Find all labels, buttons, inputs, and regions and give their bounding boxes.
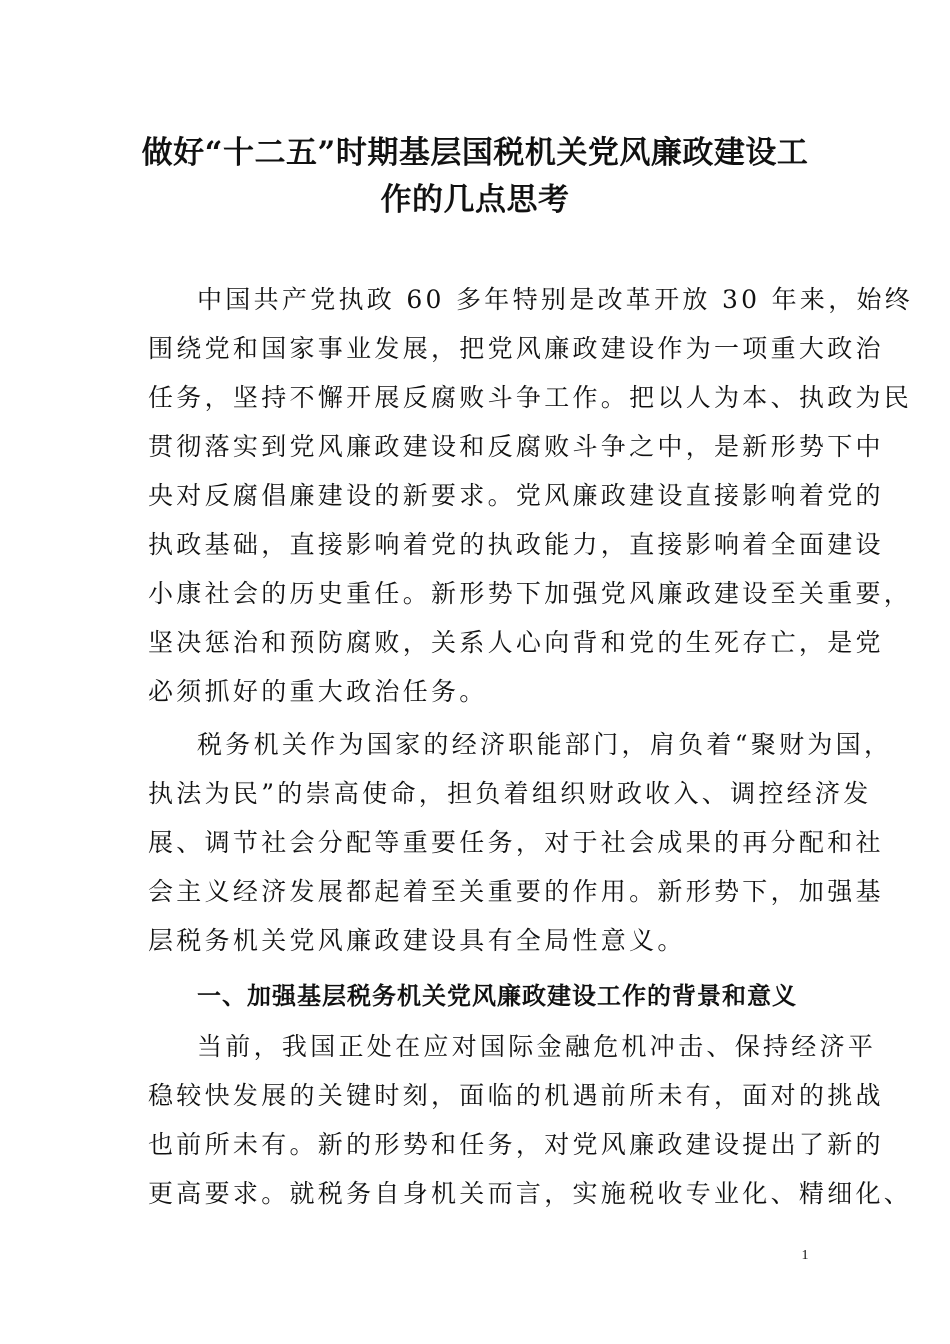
paragraph-2-line-2: 执法为民”的崇高使命，担负着组织财政收入、调控经济发 [148, 779, 872, 808]
document-title-line-1: 做好“十二五”时期基层国税机关党风廉政建设工 [141, 135, 809, 171]
paragraph-1-line-3: 任务，坚持不懈开展反腐败斗争工作。把以人为本、执政为民 [148, 383, 913, 412]
paragraph-1-line-8: 坚决惩治和预防腐败，关系人心向背和党的生死存亡，是党 [148, 628, 884, 657]
paragraph-1-line-2: 围绕党和国家事业发展，把党风廉政建设作为一项重大政治 [148, 334, 884, 363]
document-title-line-2: 作的几点思考 [380, 182, 570, 218]
paragraph-1-line-4: 贯彻落实到党风廉政建设和反腐败斗争之中，是新形势下中 [148, 432, 884, 461]
paragraph-2-line-5: 层税务机关党风廉政建设具有全局性意义。 [148, 926, 686, 955]
paragraph-1-line-5: 央对反腐倡廉建设的新要求。党风廉政建设直接影响着党的 [148, 481, 884, 510]
paragraph-3-line-3: 也前所未有。新的形势和任务，对党风廉政建设提出了新的 [148, 1130, 884, 1159]
section-heading-1: 一、加强基层税务机关党风廉政建设工作的背景和意义 [197, 981, 797, 1010]
paragraph-2-line-1: 税务机关作为国家的经济职能部门，肩负着“聚财为国， [197, 730, 893, 759]
paragraph-1-line-1: 中国共产党执政 60 多年特别是改革开放 30 年来，始终 [197, 285, 914, 314]
paragraph-2-line-4: 会主义经济发展都起着至关重要的作用。新形势下，加强基 [148, 877, 884, 906]
paragraph-1-line-9: 必须抓好的重大政治任务。 [148, 677, 488, 706]
paragraph-3-line-1: 当前，我国正处在应对国际金融危机冲击、保持经济平 [197, 1032, 877, 1061]
page-number: 1 [801, 1248, 809, 1263]
paragraph-2-line-3: 展、调节社会分配等重要任务，对于社会成果的再分配和社 [148, 828, 884, 857]
paragraph-3-line-4: 更高要求。就税务自身机关而言，实施税收专业化、精细化、 [148, 1179, 913, 1208]
paragraph-3-line-2: 稳较快发展的关键时刻，面临的机遇前所未有，面对的挑战 [148, 1081, 884, 1110]
paragraph-1-line-6: 执政基础，直接影响着党的执政能力，直接影响着全面建设 [148, 530, 884, 559]
paragraph-1-line-7: 小康社会的历史重任。新形势下加强党风廉政建设至关重要， [148, 579, 913, 608]
